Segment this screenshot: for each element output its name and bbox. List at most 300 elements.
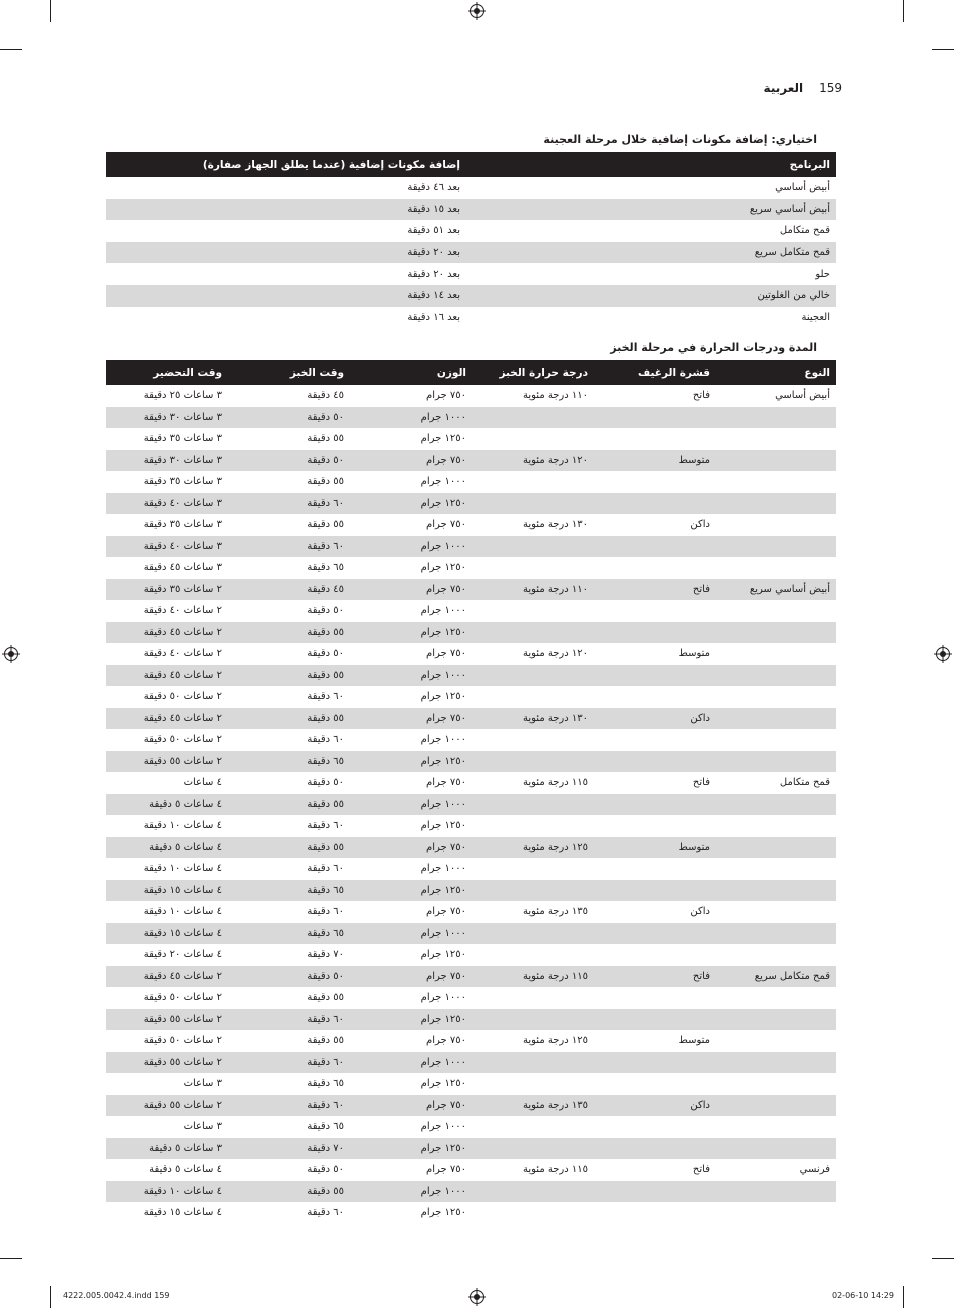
table-cell xyxy=(716,815,836,837)
crop-mark xyxy=(932,1258,954,1259)
table-cell xyxy=(716,1138,836,1160)
table-cell: ٤ ساعات ١٠ دقيقة xyxy=(143,906,222,918)
table-cell xyxy=(472,1138,594,1160)
table-cell: ١١٠ درجة مئوية xyxy=(472,579,594,601)
table-cell: ١٣٠ درجة مئوية xyxy=(472,708,594,730)
table-cell xyxy=(472,1009,594,1031)
table-cell: حلو xyxy=(815,268,830,280)
table-cell: ٤ ساعات ١٥ دقيقة xyxy=(106,880,228,902)
table-cell: متوسط xyxy=(594,837,716,859)
table-row xyxy=(106,1159,836,1181)
table-cell: ٥٠ دقيقة xyxy=(307,605,344,617)
ingredients-section-title: اختياري: إضافة مكونات إضافية خلال مرحلة العجينة xyxy=(543,133,817,146)
registration-mark-icon xyxy=(470,4,484,18)
table-cell: ٧٥٠ جرام xyxy=(350,966,472,988)
crop-mark xyxy=(0,49,22,50)
table-cell xyxy=(716,729,836,751)
table-cell xyxy=(716,858,836,880)
table-cell: ٥٥ دقيقة xyxy=(228,622,350,644)
table-cell: ٦٠ دقيقة xyxy=(307,734,344,746)
column-header-baking-time: وقت الخبز xyxy=(228,360,350,385)
table-cell: ٥٠ دقيقة xyxy=(307,777,344,789)
table-cell: ٣ ساعات ٣٥ دقيقة xyxy=(143,476,222,488)
table-cell: ٢ ساعات ٤٠ دقيقة xyxy=(143,605,222,617)
table-cell: ١٠٠٠ جرام xyxy=(350,923,472,945)
duration-table xyxy=(106,360,836,1224)
table-cell: ١١٥ درجة مئوية xyxy=(472,966,594,988)
table-cell xyxy=(472,1052,594,1074)
table-cell: فاتح xyxy=(594,966,716,988)
table-cell xyxy=(716,665,836,687)
table-cell: ٦٠ دقيقة xyxy=(228,1009,350,1031)
table-cell xyxy=(594,1116,716,1138)
table-cell: أبيض أساسي سريع xyxy=(716,579,836,601)
table-cell xyxy=(594,428,716,450)
table-row xyxy=(106,1138,836,1160)
table-cell: ٥٥ دقيقة xyxy=(228,1181,350,1203)
table-cell xyxy=(716,1030,836,1052)
table-cell xyxy=(594,1009,716,1031)
table-cell xyxy=(594,987,716,1009)
table-cell: ١١٥ درجة مئوية xyxy=(523,777,588,789)
table-row xyxy=(106,751,836,773)
table-cell xyxy=(472,1073,594,1095)
table-cell: ١٣٠ درجة مئوية xyxy=(523,519,588,531)
table-cell: ٥٥ دقيقة xyxy=(307,992,344,1004)
crop-mark xyxy=(50,1286,51,1308)
column-header-total-time: وقت التحضير xyxy=(106,360,228,385)
table-cell xyxy=(716,1009,836,1031)
table-row xyxy=(106,772,836,794)
table-cell: فاتح xyxy=(692,777,710,789)
table-cell: داكن xyxy=(594,708,716,730)
crop-mark xyxy=(903,0,904,22)
table-cell: متوسط xyxy=(678,1035,710,1047)
table-cell: ٥٥ دقيقة xyxy=(228,708,350,730)
table-cell xyxy=(594,944,716,966)
table-cell xyxy=(594,493,716,515)
table-cell xyxy=(716,708,836,730)
table-cell xyxy=(716,880,836,902)
table-cell xyxy=(716,901,836,923)
table-cell xyxy=(472,1116,594,1138)
table-cell xyxy=(716,450,836,472)
table-cell: ٢ ساعات ٤٥ دقيقة xyxy=(106,966,228,988)
table-cell xyxy=(472,536,594,558)
table-cell xyxy=(716,471,836,493)
table-cell: العجينة xyxy=(801,311,830,323)
table-row xyxy=(106,944,836,966)
table-cell xyxy=(716,944,836,966)
column-header-weight: الوزن xyxy=(350,360,472,385)
table-cell: فاتح xyxy=(692,1164,710,1176)
table-cell: بعد ٤٦ دقيقة xyxy=(407,182,460,194)
table-cell: ١٢٥ درجة مئوية xyxy=(472,837,594,859)
table-row xyxy=(106,514,836,536)
table-cell: ٢ ساعات ٥٠ دقيقة xyxy=(143,1035,222,1047)
table-cell: ٧٥٠ جرام xyxy=(426,1164,466,1176)
table-cell: ٥٥ دقيقة xyxy=(228,794,350,816)
table-cell: ٧٥٠ جرام xyxy=(426,519,466,531)
table-cell xyxy=(472,751,594,773)
table-cell: ٥٥ دقيقة xyxy=(228,837,350,859)
table-row xyxy=(106,493,836,515)
table-cell: خالي من الغلوتين xyxy=(466,285,836,307)
table-row xyxy=(106,837,836,859)
table-cell xyxy=(472,858,594,880)
table-cell: ٧٠ دقيقة xyxy=(307,949,344,961)
table-cell xyxy=(472,686,594,708)
table-cell: ٢ ساعات ٤٠ دقيقة xyxy=(143,648,222,660)
table-cell: قمح متكامل xyxy=(779,225,830,237)
table-cell: ٣ ساعات ٣٠ دقيقة xyxy=(106,450,228,472)
table-cell xyxy=(472,880,594,902)
table-row xyxy=(106,1181,836,1203)
table-cell: ١٢٥٠ جرام xyxy=(350,751,472,773)
table-row xyxy=(106,1009,836,1031)
table-row xyxy=(106,923,836,945)
table-cell xyxy=(716,493,836,515)
table-cell: ١٣٥ درجة مئوية xyxy=(523,906,588,918)
table-row xyxy=(106,177,836,199)
table-cell: ١٢٥٠ جرام xyxy=(420,1078,466,1090)
table-cell xyxy=(594,815,716,837)
table-header-row xyxy=(106,152,836,177)
table-cell: ١٢٠ درجة مئوية xyxy=(472,450,594,472)
table-cell: ٤ ساعات ١٠ دقيقة xyxy=(106,1181,228,1203)
table-cell: بعد ١٦ دقيقة xyxy=(407,311,460,323)
table-cell: ٣ ساعات ٣٥ دقيقة xyxy=(143,433,222,445)
table-cell: قمح متكامل xyxy=(779,777,830,789)
table-cell: ١٢٥٠ جرام xyxy=(350,622,472,644)
table-row xyxy=(106,643,836,665)
table-cell: قمح متكامل سريع xyxy=(466,242,836,264)
table-row xyxy=(106,901,836,923)
table-cell: ١٢٥٠ جرام xyxy=(420,691,466,703)
table-cell xyxy=(594,557,716,579)
table-cell: ٣ ساعات ٤٠ دقيقة xyxy=(106,536,228,558)
table-cell xyxy=(472,987,594,1009)
table-cell: ١٠٠٠ جرام xyxy=(420,734,466,746)
table-cell xyxy=(594,471,716,493)
table-cell xyxy=(472,557,594,579)
table-cell: ١٢٥ درجة مئوية xyxy=(523,1035,588,1047)
table-cell: ٧٥٠ جرام xyxy=(350,837,472,859)
table-cell xyxy=(594,751,716,773)
table-cell: داكن xyxy=(690,519,710,531)
table-cell: ١٢٥٠ جرام xyxy=(350,1009,472,1031)
table-cell: ٥٥ دقيقة xyxy=(307,519,344,531)
table-cell xyxy=(472,665,594,687)
table-cell xyxy=(594,1181,716,1203)
table-cell: ٦٠ دقيقة xyxy=(228,1095,350,1117)
table-cell xyxy=(716,1181,836,1203)
table-cell: فرنسي xyxy=(799,1164,830,1176)
table-cell: فاتح xyxy=(692,390,710,402)
table-cell: ٣ ساعات xyxy=(183,1078,222,1090)
table-row xyxy=(106,794,836,816)
table-cell xyxy=(594,1073,716,1095)
table-cell: ٦٥ دقيقة xyxy=(228,880,350,902)
ingredients-table xyxy=(106,152,836,328)
table-cell: ٢ ساعات ٤٥ دقيقة xyxy=(106,665,228,687)
table-cell: ٤٥ دقيقة xyxy=(228,579,350,601)
table-cell: داكن xyxy=(594,1095,716,1117)
table-cell: ٥٠ دقيقة xyxy=(228,966,350,988)
table-cell: ١٠٠٠ جرام xyxy=(350,794,472,816)
table-cell: ٧٥٠ جرام xyxy=(350,708,472,730)
table-cell xyxy=(472,407,594,429)
table-cell: ٤٥ دقيقة xyxy=(307,390,344,402)
table-cell: بعد ٥١ دقيقة xyxy=(407,225,460,237)
table-cell: ٦٥ دقيقة xyxy=(307,1078,344,1090)
page-header xyxy=(764,81,842,95)
table-cell: بعد ٢٠ دقيقة xyxy=(106,242,466,264)
table-cell xyxy=(472,815,594,837)
table-cell: متوسط xyxy=(678,648,710,660)
footer-date: 02-06-10 14:29 xyxy=(832,1291,894,1300)
table-cell: ٥٠ دقيقة xyxy=(307,1164,344,1176)
page-number: 159 xyxy=(819,81,842,95)
table-row xyxy=(106,708,836,730)
table-cell xyxy=(716,600,836,622)
crop-mark xyxy=(0,1258,22,1259)
table-cell: ٢ ساعات ٥٠ دقيقة xyxy=(143,691,222,703)
table-cell xyxy=(594,880,716,902)
table-cell: ٦٥ دقيقة xyxy=(307,562,344,574)
table-row xyxy=(106,1030,836,1052)
table-cell xyxy=(472,493,594,515)
table-cell: ٢ ساعات ٥٥ دقيقة xyxy=(106,1009,228,1031)
table-cell xyxy=(716,987,836,1009)
table-cell xyxy=(594,858,716,880)
table-row xyxy=(106,622,836,644)
table-row xyxy=(106,385,836,407)
table-cell xyxy=(716,1095,836,1117)
table-cell xyxy=(472,1181,594,1203)
table-cell xyxy=(472,600,594,622)
table-row xyxy=(106,263,836,285)
table-cell: فاتح xyxy=(594,579,716,601)
table-cell: ٧٥٠ جرام xyxy=(426,906,466,918)
table-cell: ٦٠ دقيقة xyxy=(228,536,350,558)
table-row xyxy=(106,858,836,880)
table-cell xyxy=(716,923,836,945)
footer-file-info: 4222.005.0042.4.indd 159 xyxy=(63,1291,170,1300)
table-cell: أبيض أساسي سريع xyxy=(466,199,836,221)
registration-mark-icon xyxy=(470,1290,484,1304)
table-cell: ٦٥ دقيقة xyxy=(228,751,350,773)
table-cell: متوسط xyxy=(594,450,716,472)
table-cell: ٧٥٠ جرام xyxy=(426,777,466,789)
table-cell: ١١٠ درجة مئوية xyxy=(523,390,588,402)
table-cell: ١٢٥٠ جرام xyxy=(420,1207,466,1219)
table-cell: ٣ ساعات ٣٠ دقيقة xyxy=(106,407,228,429)
table-cell xyxy=(716,536,836,558)
table-cell xyxy=(594,536,716,558)
table-cell xyxy=(594,686,716,708)
table-cell xyxy=(716,622,836,644)
table-cell: ٦٠ دقيقة xyxy=(307,863,344,875)
table-row xyxy=(106,1052,836,1074)
table-cell xyxy=(716,837,836,859)
table-cell xyxy=(716,1073,836,1095)
table-cell: ٢ ساعات ٥٥ دقيقة xyxy=(106,1052,228,1074)
table-row xyxy=(106,536,836,558)
table-cell xyxy=(594,923,716,945)
column-header-temperature: درجة حرارة الخبز xyxy=(472,360,594,385)
table-cell: ٧٥٠ جرام xyxy=(350,450,472,472)
table-cell: ٦٠ دقيقة xyxy=(228,493,350,515)
table-cell: ٦٠ دقيقة xyxy=(307,691,344,703)
table-cell: ٧٠ دقيقة xyxy=(228,1138,350,1160)
table-cell: أبيض أساسي xyxy=(775,182,830,194)
table-cell: ٢ ساعات ٥٥ دقيقة xyxy=(106,1095,228,1117)
crop-mark xyxy=(932,49,954,50)
table-cell: ٢ ساعات ٤٥ دقيقة xyxy=(106,622,228,644)
table-cell: ٤ ساعات xyxy=(183,777,222,789)
table-cell: ٥٥ دقيقة xyxy=(228,665,350,687)
table-cell: ٦٥ دقيقة xyxy=(307,1121,344,1133)
table-cell xyxy=(716,407,836,429)
table-cell: ١٢٥٠ جرام xyxy=(420,433,466,445)
table-cell: ١٢٥٠ جرام xyxy=(350,1138,472,1160)
table-cell: ٤ ساعات ١٠ دقيقة xyxy=(143,863,222,875)
table-row xyxy=(106,220,836,242)
table-cell xyxy=(594,729,716,751)
table-cell xyxy=(594,622,716,644)
table-cell: ٤ ساعات ٥ دقيقة xyxy=(106,794,228,816)
table-row xyxy=(106,880,836,902)
table-row xyxy=(106,1095,836,1117)
table-cell xyxy=(716,557,836,579)
table-cell: ٥٠ دقيقة xyxy=(228,450,350,472)
table-cell: ٦٠ دقيقة xyxy=(307,1207,344,1219)
table-cell: ١٢٥٠ جرام xyxy=(420,949,466,961)
table-cell xyxy=(716,1202,836,1224)
table-row xyxy=(106,407,836,429)
table-row xyxy=(106,450,836,472)
table-row xyxy=(106,665,836,687)
table-cell: ٣ ساعات ٣٥ دقيقة xyxy=(143,519,222,531)
table-cell: ٥٠ دقيقة xyxy=(307,648,344,660)
table-cell: ٢ ساعات ٥٠ دقيقة xyxy=(143,992,222,1004)
table-cell: بعد ٢٠ دقيقة xyxy=(407,268,460,280)
table-cell: ٤ ساعات ١٥ دقيقة xyxy=(106,923,228,945)
table-cell: ٣ ساعات xyxy=(183,1121,222,1133)
table-cell: ١٢٥٠ جرام xyxy=(350,880,472,902)
table-header-row xyxy=(106,360,836,385)
table-row xyxy=(106,242,836,264)
table-row xyxy=(106,199,836,221)
table-cell: ١٢٥٠ جرام xyxy=(350,493,472,515)
table-cell: ١٢٠ درجة مئوية xyxy=(523,648,588,660)
crop-mark xyxy=(50,0,51,22)
table-cell: ١٠٠٠ جرام xyxy=(350,1052,472,1074)
table-cell: ٥٥ دقيقة xyxy=(307,1035,344,1047)
table-cell: ١٠٠٠ جرام xyxy=(350,1181,472,1203)
table-cell: ٣ ساعات ٤٥ دقيقة xyxy=(143,562,222,574)
column-header-crust: قشرة الرغيف xyxy=(594,360,716,385)
table-cell: ٤ ساعات ١٥ دقيقة xyxy=(143,1207,222,1219)
table-cell: ٦٠ دقيقة xyxy=(307,820,344,832)
table-cell xyxy=(472,1202,594,1224)
table-row xyxy=(106,285,836,307)
duration-section-title: المدة ودرجات الحرارة في مرحلة الخبز xyxy=(610,341,817,354)
table-cell: أبيض أساسي xyxy=(775,390,830,402)
table-cell: ٧٥٠ جرام xyxy=(426,648,466,660)
table-cell: ٢ ساعات ٥٠ دقيقة xyxy=(143,734,222,746)
table-cell: ١٠٠٠ جرام xyxy=(420,1121,466,1133)
table-cell: ٥٠ دقيقة xyxy=(228,407,350,429)
table-cell: ١٠٠٠ جرام xyxy=(350,536,472,558)
table-cell: ٧٥٠ جرام xyxy=(426,1035,466,1047)
table-cell xyxy=(594,600,716,622)
table-cell: ٢ ساعات ٥٥ دقيقة xyxy=(106,751,228,773)
table-cell: ٣ ساعات ٥ دقيقة xyxy=(106,1138,228,1160)
table-cell xyxy=(594,407,716,429)
table-cell: ١٣٥ درجة مئوية xyxy=(472,1095,594,1117)
table-cell: ١٠٠٠ جرام xyxy=(420,992,466,1004)
table-cell xyxy=(472,471,594,493)
table-cell xyxy=(594,1202,716,1224)
table-cell: ١٠٠٠ جرام xyxy=(350,407,472,429)
table-cell: ١١٥ درجة مئوية xyxy=(523,1164,588,1176)
table-cell xyxy=(472,794,594,816)
table-cell: داكن xyxy=(690,906,710,918)
table-row xyxy=(106,729,836,751)
table-cell xyxy=(472,622,594,644)
table-cell: ٣ ساعات ٤٠ دقيقة xyxy=(106,493,228,515)
table-row xyxy=(106,579,836,601)
table-cell: ٢ ساعات ٣٥ دقيقة xyxy=(106,579,228,601)
table-cell: ٧٥٠ جرام xyxy=(350,579,472,601)
table-cell: ٧٥٠ جرام xyxy=(350,1095,472,1117)
table-cell xyxy=(716,514,836,536)
table-row xyxy=(106,600,836,622)
table-cell xyxy=(716,1052,836,1074)
table-cell: بعد ١٥ دقيقة xyxy=(106,199,466,221)
column-header-add-ingredients: إضافة مكونات إضافية (عندما يطلق الجهاز صفارة) xyxy=(106,152,466,177)
language-label: العربية xyxy=(763,81,804,95)
table-cell xyxy=(472,428,594,450)
table-cell: ٣ ساعات ٢٥ دقيقة xyxy=(143,390,222,402)
table-cell: ٥٥ دقيقة xyxy=(307,476,344,488)
column-header-type: النوع xyxy=(716,360,836,385)
table-row xyxy=(106,428,836,450)
table-cell xyxy=(716,686,836,708)
table-cell xyxy=(716,751,836,773)
table-row xyxy=(106,987,836,1009)
table-cell xyxy=(716,1116,836,1138)
table-cell: ٥٥ دقيقة xyxy=(307,433,344,445)
table-cell xyxy=(472,923,594,945)
table-row xyxy=(106,1202,836,1224)
table-cell: ١٢٥٠ جرام xyxy=(420,820,466,832)
table-row xyxy=(106,1073,836,1095)
table-cell: قمح متكامل سريع xyxy=(716,966,836,988)
table-cell: بعد ١٤ دقيقة xyxy=(106,285,466,307)
table-cell: ٦٥ دقيقة xyxy=(228,923,350,945)
table-row xyxy=(106,557,836,579)
table-cell: ٤ ساعات ١٠ دقيقة xyxy=(143,820,222,832)
table-cell: ٤ ساعات ٢٠ دقيقة xyxy=(143,949,222,961)
table-cell xyxy=(716,643,836,665)
column-header-program: البرنامج xyxy=(466,152,836,177)
table-row xyxy=(106,966,836,988)
table-cell xyxy=(716,794,836,816)
table-cell: ٤ ساعات ٥ دقيقة xyxy=(149,1164,222,1176)
